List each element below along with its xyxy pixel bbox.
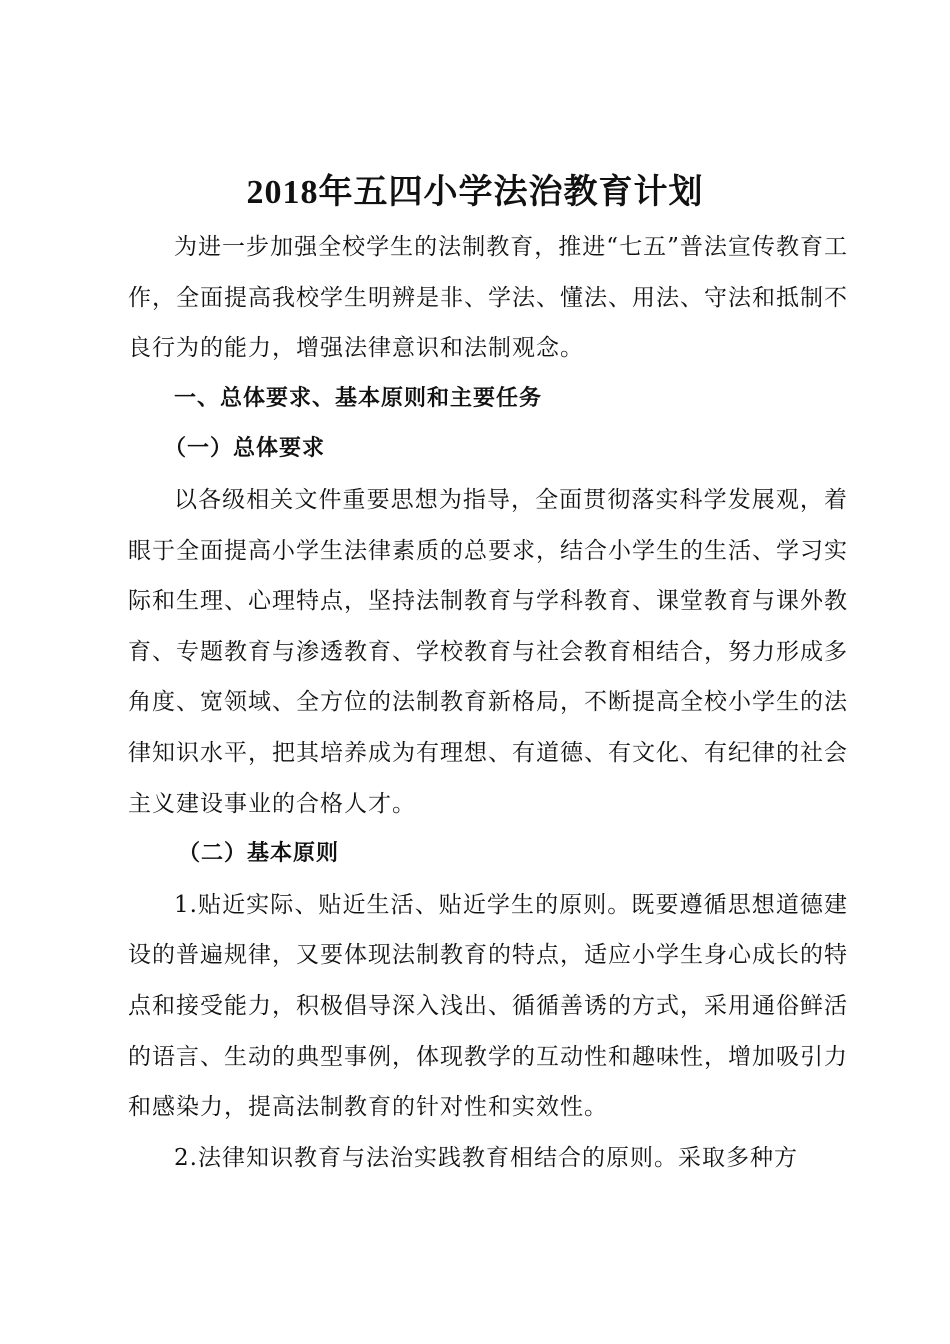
section-heading-1: 一、总体要求、基本原则和主要任务 (174, 385, 543, 411)
subsection-heading-overall-requirements: （一）总体要求 (164, 436, 326, 462)
document-title: 2018年五四小学法治教育计划 (246, 174, 704, 211)
intro-paragraph: 为进一步加强全校学生的法制教育，推进“七五”普法宣传教育工作，全面提高我校学生明辨是非、学法、懂法、用法、守法和抵制不良行为的能力，增强法律意识和法制观念。 (128, 234, 848, 362)
overall-requirements-paragraph: 以各级相关文件重要思想为指导，全面贯彻落实科学发展观，着眼于全面提高小学生法律素质的总要求，结合小学生的生活、学习实际和生理、心理特点，坚持法制教育与学科教育、课堂教育与课外教育、专题教育与渗透教育、学校教育与社会教育相结合，努力形成多角度、宽领域、全方位的法制教育新格局，不断提高全校小学生的法律知识水平，把其培养成为有理想、有道德、有文化、有纪律的社会主义建设事业的合格人才。 (128, 486, 848, 817)
subsection-heading-basic-principles: （二）基本原则 (178, 841, 340, 867)
principle-2-paragraph: 2.法律知识教育与法治实践教育相结合的原则。采取多种方 (174, 1144, 798, 1171)
document-body (128, 222, 848, 1183)
principle-1-paragraph: 1.贴近实际、贴近生活、贴近学生的原则。既要遵循思想道德建设的普遍规律，又要体现法制教育的特点，适应小学生身心成长的特点和接受能力，积极倡导深入浅出、循循善诱的方式，采用通俗鲜活的语言、生动的典型事例，体现教学的互动性和趣味性，增加吸引力和感染力，提高法制教育的针对性和实效性。 (128, 891, 848, 1121)
